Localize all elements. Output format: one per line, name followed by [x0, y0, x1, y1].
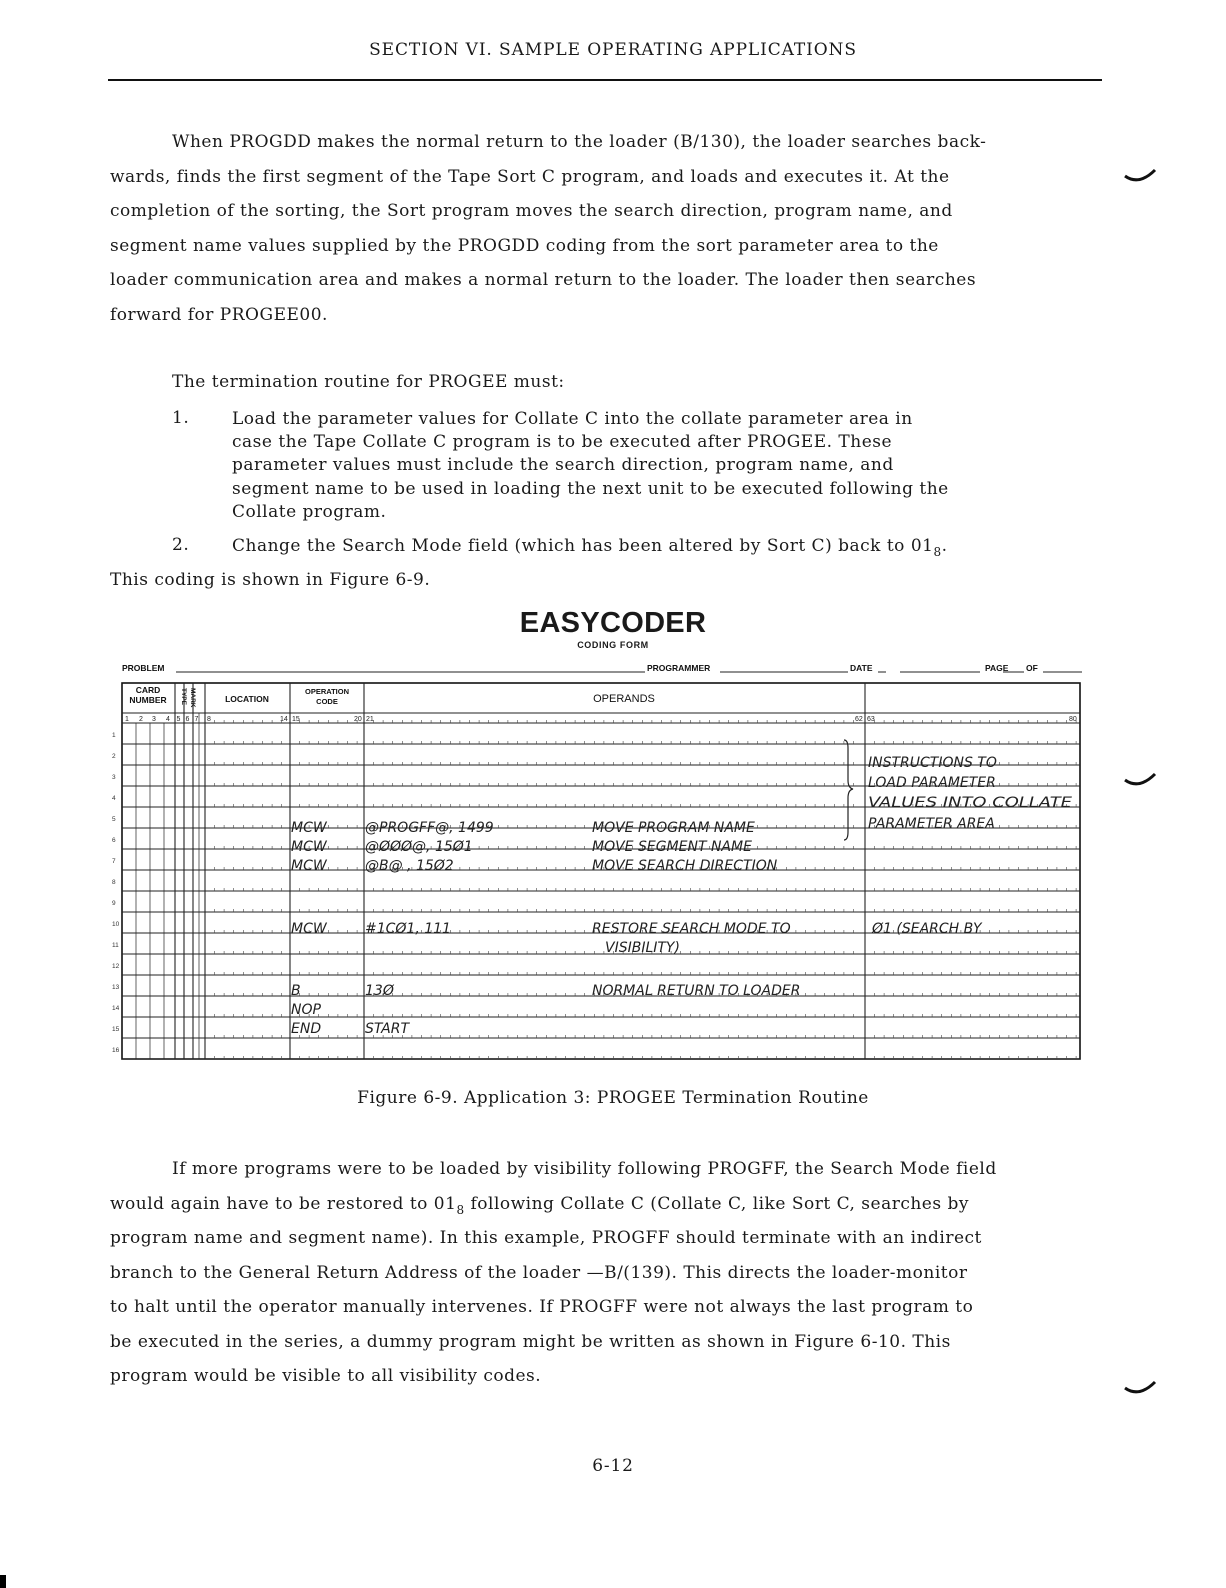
opcode-entry: MCW — [291, 858, 327, 874]
opcode-header-1: OPERATION — [304, 687, 350, 696]
operand-entry: START — [365, 1021, 410, 1037]
type-header: TYPE — [180, 688, 187, 705]
para1-line: forward for PROGEE00. — [110, 304, 328, 325]
date-label: DATE — [850, 663, 873, 673]
para3-line: program name and segment name). In this example, PROGFF should terminate with an indirect — [110, 1228, 982, 1248]
opcode-entry: MCW — [291, 839, 327, 855]
subscript: 8 — [456, 1202, 465, 1217]
card-number-header-1: CARD — [135, 685, 161, 695]
para3-line — [110, 1187, 1100, 1222]
opcode-entry: B — [291, 983, 301, 999]
paragraph-1 — [110, 125, 1100, 332]
list-item-number: 1. — [172, 408, 190, 428]
row-number: 6 — [112, 837, 116, 844]
list-item-line: parameter values must include the search direction, program name, and — [232, 455, 894, 476]
list-item-line: Change the Search Mode field (which has been altered by Sort C) back to 01 — [232, 536, 934, 556]
coding-form — [100, 655, 1100, 1075]
col-num: 62 — [855, 716, 863, 723]
row-lines — [122, 744, 1080, 1059]
para1-line: wards, finds the first segment of the Tape Sort C program, and loads and executes it. At the — [110, 166, 950, 187]
row-number: 5 — [112, 816, 116, 823]
col-num: 3 — [152, 716, 156, 723]
list-item-number: 2. — [172, 535, 190, 555]
opcode-entry: MCW — [291, 820, 327, 836]
page-number: 6-12 — [592, 1456, 634, 1476]
figure-caption: Figure 6-9. Application 3: PROGEE Termination Routine — [357, 1088, 869, 1108]
remark-entry: LOAD PARAMETER — [868, 775, 996, 791]
list-item-line: Collate program. — [232, 501, 387, 522]
row-numbers — [112, 732, 120, 1054]
form-title: EASYCODER — [519, 607, 707, 639]
para3-line-post: following Collate C (Collate C, like Sort C, searches by — [464, 1193, 969, 1214]
col-num: 4 — [166, 716, 170, 723]
margin-mark — [1123, 1376, 1163, 1406]
col-num: 6 — [185, 716, 190, 723]
col-num: 8 — [207, 716, 211, 723]
row-number: 7 — [112, 858, 116, 865]
list-item-line: Load the parameter values for Collate C into the collate parameter area in — [232, 409, 913, 429]
operand-entry: #1CØ1, 111 — [365, 921, 451, 937]
para3-line: be executed in the series, a dummy program might be written as shown in Figure 6-10. This — [110, 1331, 951, 1352]
comment-entry: MOVE PROGRAM NAME — [592, 820, 755, 836]
subscript: 8 — [933, 545, 942, 559]
list-item-text — [232, 535, 1032, 558]
col-num: 1 — [125, 716, 129, 723]
list-item-end: . — [941, 536, 948, 556]
operand-entry: @B@ , 15Ø2 — [365, 858, 454, 874]
row-number: 12 — [112, 963, 120, 970]
remark-entry: Ø1 (SEARCH BY — [872, 921, 982, 937]
row-number: 15 — [112, 1026, 120, 1033]
comment-entry: MOVE SEARCH DIRECTION — [592, 858, 778, 874]
opcode-entry: MCW — [291, 921, 327, 937]
of-label: OF — [1026, 663, 1038, 673]
header-rule — [108, 79, 1102, 81]
page-label: PAGE — [985, 663, 1009, 673]
comment-entry: MOVE SEGMENT NAME — [592, 839, 752, 855]
list-item-line: case the Tape Collate C program is to be executed after PROGEE. These — [232, 432, 893, 453]
col-num: 63 — [867, 716, 875, 723]
row-number: 3 — [112, 774, 116, 781]
operand-entry: @PROGFF@, 1499 — [365, 820, 494, 836]
row-number: 11 — [112, 942, 119, 949]
para3-line: branch to the General Return Address of the loader —B/(139). This directs the loader-monitor — [110, 1262, 968, 1283]
col-num: 7 — [194, 716, 199, 723]
paragraph-2-intro: The termination routine for PROGEE must: — [172, 372, 565, 392]
para3-line-pre: would again have to be restored to 01 — [110, 1193, 457, 1214]
comment-entry: RESTORE SEARCH MODE TO — [592, 921, 791, 937]
col-num: 21 — [366, 716, 374, 723]
card-number-header-2: NUMBER — [129, 695, 167, 705]
row-number: 9 — [112, 900, 116, 907]
opcode-entry: END — [291, 1021, 322, 1037]
para1-line: segment name values supplied by the PROGDD coding from the sort parameter area to the — [110, 235, 939, 256]
margin-mark — [1123, 168, 1163, 190]
comment-entry: NORMAL RETURN TO LOADER — [592, 983, 801, 999]
col-num: 14 — [280, 716, 288, 723]
brace-mark — [844, 740, 853, 840]
para3-line: to halt until the operator manually intervenes. If PROGFF were not always the last program to — [110, 1297, 974, 1317]
location-header: LOCATION — [225, 694, 269, 704]
col-num: 20 — [354, 716, 362, 723]
col-num: 15 — [292, 716, 300, 723]
row-number: 2 — [112, 753, 116, 760]
operand-entry: @ØØØ@, 15Ø1 — [365, 839, 473, 855]
row-number: 13 — [112, 984, 120, 991]
row-number: 10 — [112, 921, 120, 928]
list-item-text — [232, 408, 1032, 524]
row-number: 16 — [112, 1047, 120, 1054]
opcode-header-2: CODE — [316, 697, 338, 706]
section-header: SECTION VI. SAMPLE OPERATING APPLICATIONS — [369, 40, 857, 60]
para3-line: program would be visible to all visibility codes. — [110, 1366, 542, 1386]
row-number: 8 — [112, 879, 116, 886]
para1-line: loader communication area and makes a normal return to the loader. The loader then searches — [110, 270, 977, 290]
after-list-text: This coding is shown in Figure 6-9. — [110, 570, 431, 590]
row-number: 4 — [112, 795, 116, 802]
col-num: 80 — [1069, 716, 1077, 723]
scan-edge-mark — [0, 1575, 6, 1588]
opcode-entry: NOP — [291, 1002, 321, 1018]
operand-entry: 13Ø — [365, 983, 394, 999]
row-number: 14 — [112, 1005, 120, 1012]
row-number: 1 — [112, 732, 116, 739]
remark-entry: VALUES INTO COLLATE — [868, 795, 1073, 811]
para3-line: If more programs were to be loaded by visibility following PROGFF, the Search Mode field — [172, 1159, 997, 1179]
col-num: 2 — [139, 716, 143, 723]
paragraph-3 — [110, 1152, 1100, 1394]
mark-header: MARK — [189, 688, 196, 708]
comment-entry: VISIBILITY) — [605, 940, 680, 956]
para1-line: completion of the sorting, the Sort program moves the search direction, program name, and — [110, 201, 953, 221]
programmer-label: PROGRAMMER — [647, 663, 711, 673]
form-subtitle: CODING FORM — [577, 640, 649, 650]
list-item-line: segment name to be used in loading the next unit to be executed following the — [232, 478, 949, 499]
remark-entry: INSTRUCTIONS TO — [868, 755, 997, 771]
col-num: 5 — [176, 716, 181, 723]
problem-label: PROBLEM — [122, 663, 165, 673]
remark-entry: PARAMETER AREA — [868, 816, 995, 832]
margin-mark — [1123, 772, 1163, 794]
operands-header: OPERANDS — [593, 693, 655, 705]
para1-line: When PROGDD makes the normal return to the loader (B/130), the loader searches back- — [172, 132, 987, 152]
